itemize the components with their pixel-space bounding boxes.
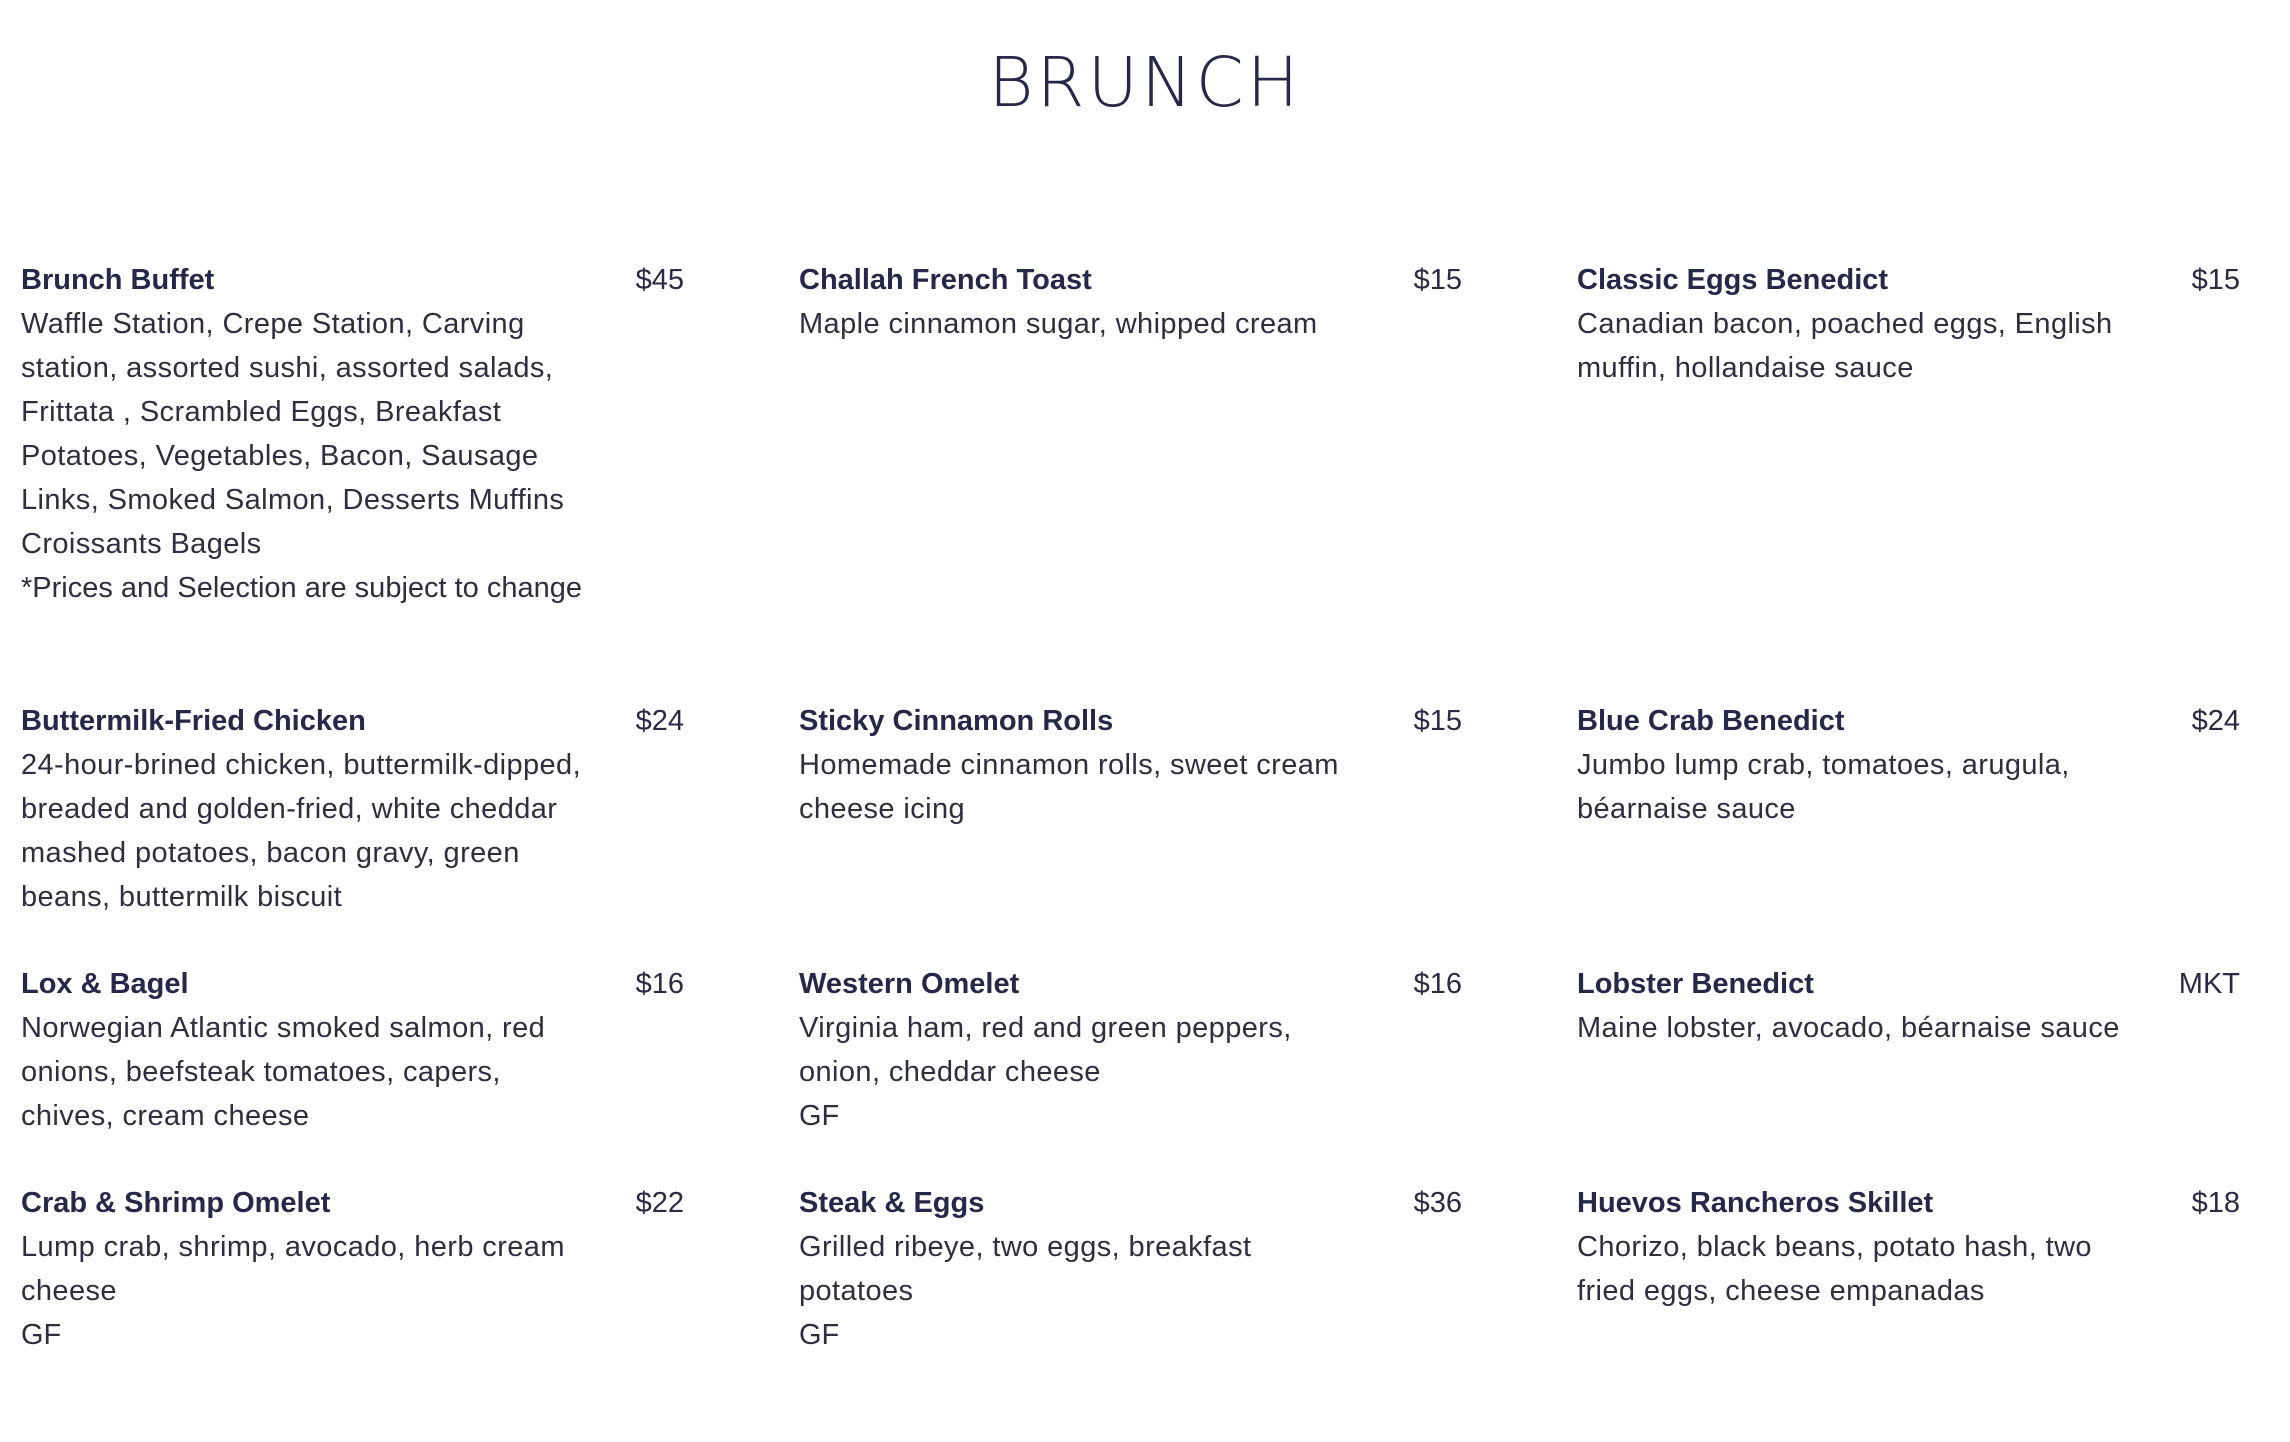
item-price: $15 xyxy=(1413,705,1462,737)
item-description: Waffle Station, Crepe Station, Carving station, assorted sushi, assorted salads, Frittata , Scrambled Eggs, Breakfast Potatoes, Vegetables, Bacon, Sausage Links, Smoked Salmon, Desserts Muffins Croissants Bagels xyxy=(21,308,565,560)
item-description: Virginia ham, red and green peppers, onion, cheddar cheese xyxy=(799,1012,1292,1088)
menu-item xyxy=(799,1181,1462,1357)
menu-item xyxy=(799,962,1462,1138)
menu-item xyxy=(1577,699,2240,831)
item-description: Jumbo lump crab, tomatoes, arugula, béarnaise sauce xyxy=(1577,749,2070,825)
item-description: Canadian bacon, poached eggs, English muffin, hollandaise sauce xyxy=(1577,308,2113,384)
item-price: $36 xyxy=(1413,1187,1462,1219)
gluten-free-tag: GF xyxy=(21,1319,62,1351)
item-name: Huevos Rancheros Skillet xyxy=(1577,1187,1934,1219)
item-description: Norwegian Atlantic smoked salmon, red onions, beefsteak tomatoes, capers, chives, cream cheese xyxy=(21,1012,546,1132)
menu-item xyxy=(21,699,684,919)
item-price: $15 xyxy=(2191,264,2240,296)
item-name: Blue Crab Benedict xyxy=(1577,705,1845,737)
item-description: Maple cinnamon sugar, whipped cream xyxy=(799,308,1318,340)
menu-item xyxy=(21,258,684,610)
item-price: $16 xyxy=(635,968,684,1000)
item-price: $16 xyxy=(1413,968,1462,1000)
page-title: BRUNCH xyxy=(988,43,1302,123)
item-price: MKT xyxy=(2178,968,2240,1000)
item-name: Classic Eggs Benedict xyxy=(1577,264,1889,296)
gluten-free-tag: GF xyxy=(799,1100,840,1132)
item-description: 24-hour-brined chicken, buttermilk-dipped, breaded and golden-fried, white cheddar mashed potatoes, bacon gravy, green beans, buttermilk biscuit xyxy=(21,749,582,913)
item-description: Homemade cinnamon rolls, sweet cream cheese icing xyxy=(799,749,1339,825)
item-name: Buttermilk-Fried Chicken xyxy=(21,705,366,737)
item-description: Grilled ribeye, two eggs, breakfast potatoes xyxy=(799,1231,1252,1307)
item-name: Challah French Toast xyxy=(799,264,1092,296)
item-description: Maine lobster, avocado, béarnaise sauce xyxy=(1577,1012,2120,1044)
item-description: Chorizo, black beans, potato hash, two fried eggs, cheese empanadas xyxy=(1577,1231,2092,1307)
item-price: $15 xyxy=(1413,264,1462,296)
item-price: $24 xyxy=(2191,705,2240,737)
item-name: Sticky Cinnamon Rolls xyxy=(799,705,1114,737)
gluten-free-tag: GF xyxy=(799,1319,840,1351)
item-name: Lobster Benedict xyxy=(1577,968,1814,1000)
item-price: $22 xyxy=(635,1187,684,1219)
item-name: Lox & Bagel xyxy=(21,968,189,1000)
item-note: *Prices and Selection are subject to change xyxy=(21,572,583,604)
item-name: Steak & Eggs xyxy=(799,1187,985,1219)
menu-item xyxy=(1577,258,2240,390)
menu-item xyxy=(1577,1181,2240,1313)
item-price: $18 xyxy=(2191,1187,2240,1219)
item-name: Crab & Shrimp Omelet xyxy=(21,1187,331,1219)
menu-item xyxy=(21,962,684,1138)
menu-item xyxy=(21,1181,684,1357)
item-name: Western Omelet xyxy=(799,968,1020,1000)
item-name: Brunch Buffet xyxy=(21,264,215,296)
menu-item xyxy=(1577,962,2240,1050)
item-price: $24 xyxy=(635,705,684,737)
menu-item xyxy=(799,258,1462,346)
item-description: Lump crab, shrimp, avocado, herb cream cheese xyxy=(21,1231,565,1307)
item-price: $45 xyxy=(635,264,684,296)
menu-item xyxy=(799,699,1462,831)
